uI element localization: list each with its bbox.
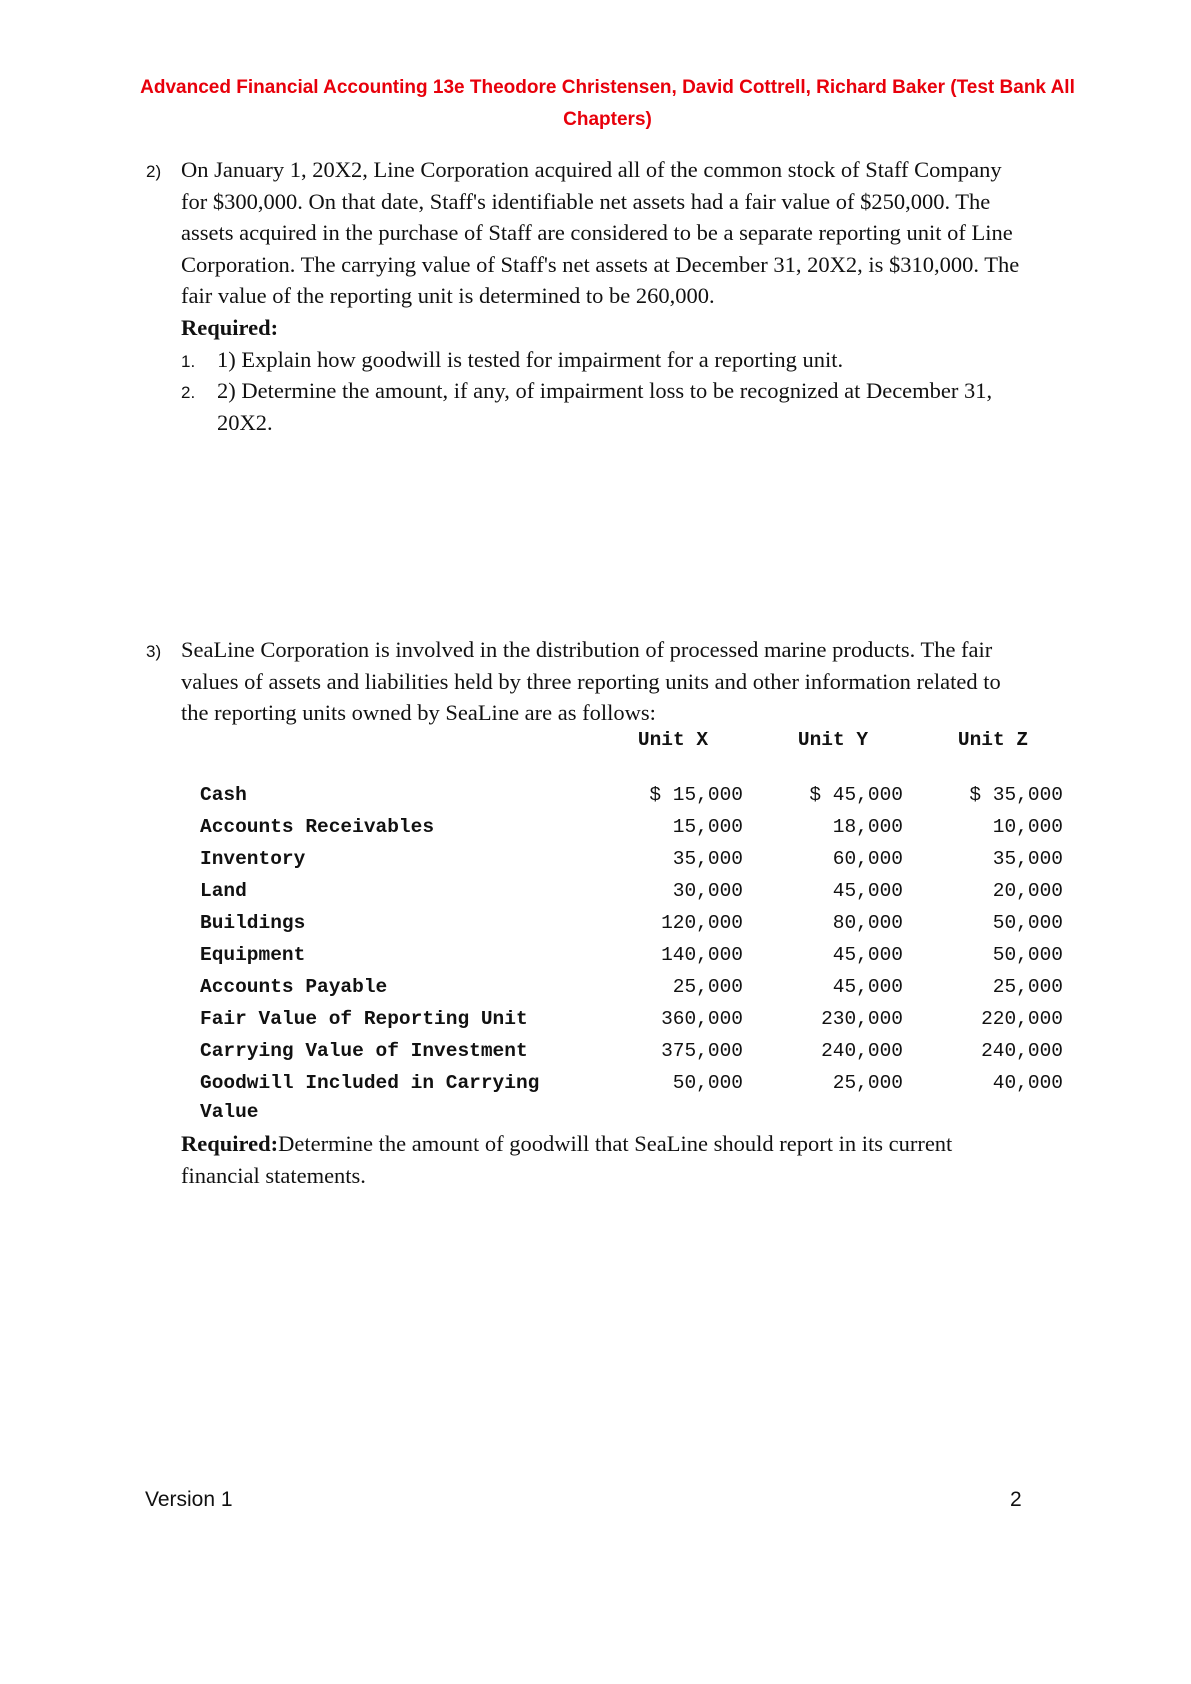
subpart-item [181,344,1086,376]
page-header [130,72,1085,136]
column-header-unit-y: Unit Y [797,729,869,751]
subpart-text-continued: 20X2. [217,409,273,435]
cell-unit-x: $ 15,000 [649,784,743,806]
row-label: Fair Value of Reporting Unit [200,1008,528,1030]
cell-unit-y: 45,000 [832,976,903,998]
cell-unit-x: 50,000 [672,1072,743,1094]
cell-unit-x: 25,000 [672,976,743,998]
table-row [200,877,1070,909]
row-label: Inventory [200,848,306,870]
question-3-number: 3) [146,642,162,661]
question-2-number: 2) [146,162,162,181]
subpart-item [181,375,1086,438]
cell-unit-y: 45,000 [832,944,903,966]
question-2-body [181,154,1086,438]
table-row [200,845,1070,877]
cell-unit-y: 240,000 [821,1040,903,1062]
column-header-unit-z: Unit Z [957,729,1029,751]
question-2-line: fair value of the reporting unit is determined to be 260,000. [181,283,715,309]
question-2-subparts [181,344,1086,439]
subpart-text: 1) Explain how goodwill is tested for impairment for a reporting unit. [217,346,844,372]
subpart-number: 1. [181,351,196,371]
row-label-line: Goodwill Included in Carrying [200,1072,540,1094]
footer-version: Version 1 [145,1488,233,1511]
row-label: Equipment [200,944,306,966]
question-2-required-label: Required: [181,314,279,340]
question-3-required [181,1128,1086,1191]
cell-unit-y: 18,000 [832,816,903,838]
row-label: Accounts Payable [200,976,388,998]
row-label: Accounts Receivables [200,816,435,838]
table-row [200,909,1070,941]
cell-unit-x: 35,000 [672,848,743,870]
question-3-required-label: Required: [181,1131,279,1156]
cell-unit-z: 40,000 [992,1072,1063,1094]
cell-unit-z: 50,000 [992,944,1063,966]
cell-unit-z: 50,000 [992,912,1063,934]
cell-unit-x: 140,000 [661,944,743,966]
question-3-required-line [181,1128,1086,1160]
table-row [200,1069,1070,1129]
cell-unit-x: 120,000 [661,912,743,934]
cell-unit-y: 45,000 [832,880,903,902]
row-label: Cash [200,784,247,806]
table-row [200,813,1070,845]
cell-unit-z: $ 35,000 [969,784,1063,806]
cell-unit-x: 360,000 [661,1008,743,1030]
cell-unit-y: 25,000 [832,1072,903,1094]
cell-unit-z: 220,000 [981,1008,1063,1030]
footer-page-number: 2 [1010,1488,1022,1511]
subpart-text: 2) Determine the amount, if any, of impairment loss to be recognized at December 31, [217,378,993,404]
row-label [200,1069,590,1127]
header-line-2: Chapters) [563,109,652,130]
question-3-line: values of assets and liabilities held by three reporting units and other information related to [181,668,1001,694]
question-3-line: the reporting units owned by SeaLine are as follows: [181,700,656,726]
cell-unit-y: 60,000 [832,848,903,870]
cell-unit-y: $ 45,000 [809,784,903,806]
cell-unit-z: 10,000 [992,816,1063,838]
row-label: Land [200,880,247,902]
question-2-line: Corporation. The carrying value of Staff's net assets at December 31, 20X2, is $310,000. The [181,251,1020,277]
table-row [200,941,1070,973]
header-line-1: Advanced Financial Accounting 13e Theodore Christensen, David Cottrell, Richard Baker (Test Bank All [140,77,1075,98]
question-3-body [181,634,1086,729]
question-2-line: On January 1, 20X2, Line Corporation acquired all of the common stock of Staff Company [181,157,1002,182]
table-row [200,1005,1070,1037]
table-row [200,781,1070,813]
cell-unit-y: 80,000 [832,912,903,934]
row-label: Buildings [200,912,306,934]
cell-unit-z: 25,000 [992,976,1063,998]
cell-unit-z: 35,000 [992,848,1063,870]
question-3-required-continued: financial statements. [181,1162,366,1188]
subpart-number: 2. [181,383,196,403]
question-2-line: for $300,000. On that date, Staff's identifiable net assets had a fair value of $250,000. The [181,188,991,214]
question-3-line: SeaLine Corporation is involved in the distribution of processed marine products. The fair [181,637,993,662]
row-label-line-continued: Value [200,1101,259,1123]
cell-unit-z: 20,000 [992,880,1063,902]
cell-unit-x: 15,000 [672,816,743,838]
table-row [200,1037,1070,1069]
question-3-required-text: Determine the amount of goodwill that SeaLine should report in its current [278,1131,953,1156]
table-row [200,973,1070,1005]
column-header-unit-x: Unit X [637,729,709,751]
row-label: Carrying Value of Investment [200,1040,528,1062]
question-2-line: assets acquired in the purchase of Staff are considered to be a separate reporting unit of Line [181,220,1013,246]
cell-unit-y: 230,000 [821,1008,903,1030]
cell-unit-x: 30,000 [672,880,743,902]
cell-unit-x: 375,000 [661,1040,743,1062]
cell-unit-z: 240,000 [981,1040,1063,1062]
